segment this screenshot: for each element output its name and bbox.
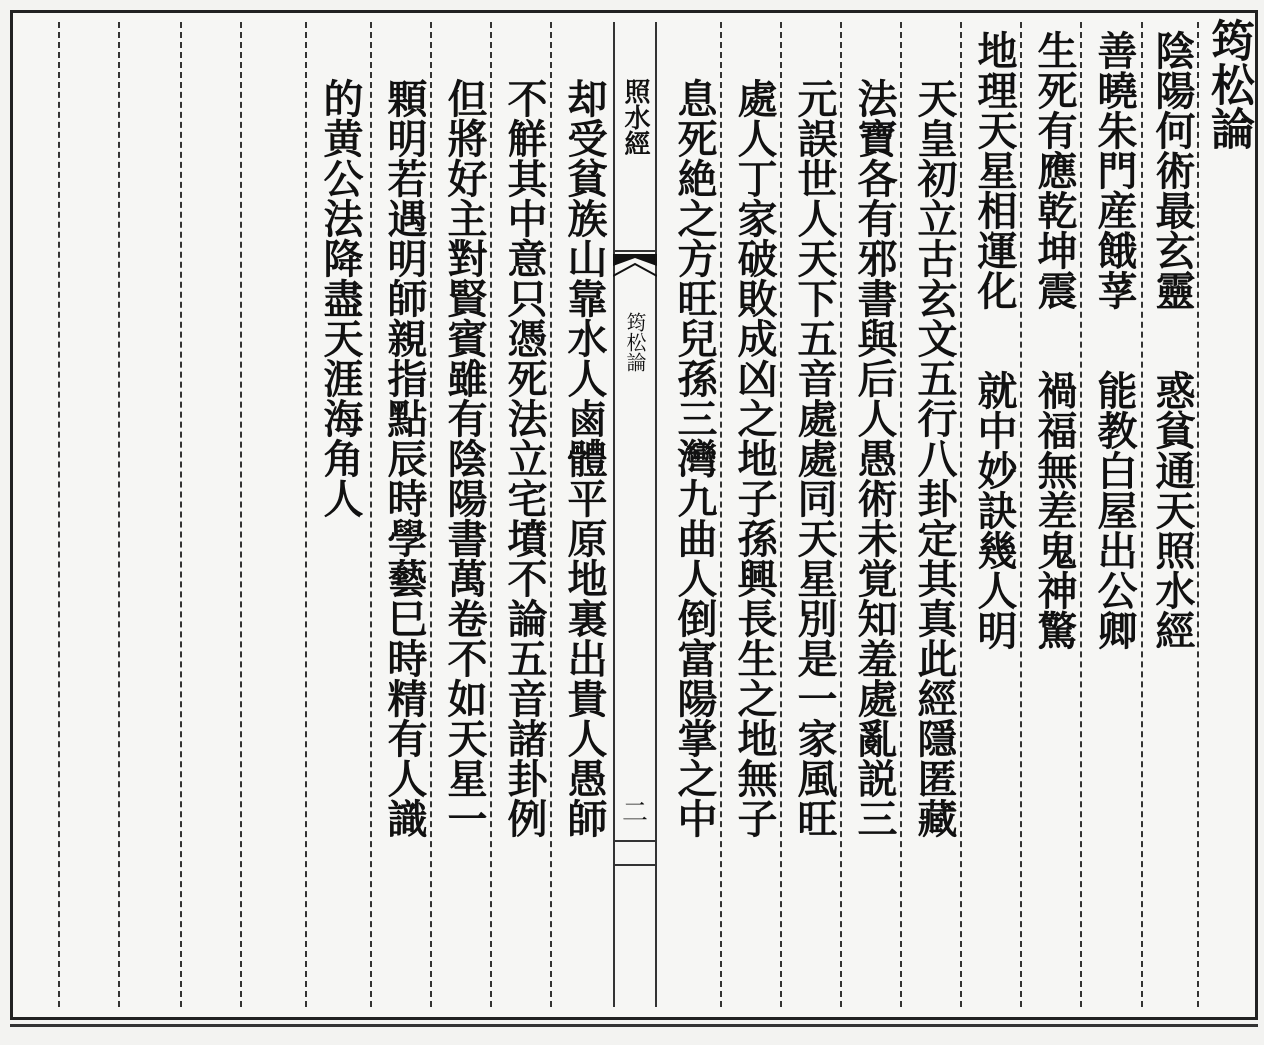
text-column-2 [1090,30,1138,650]
column-rule [900,22,902,1007]
verse-line: 善曉朱門産餓莩 [1091,30,1138,310]
column-rule [550,22,552,1007]
column-rule [780,22,782,1007]
band-divider [615,840,655,842]
band-divider [615,864,655,866]
verse-line: 陰陽何術最玄靈 [1149,30,1196,310]
verse-line: 生死有應乾坤震 [1031,30,1078,310]
verse-line: 禍福無差鬼神驚 [1031,370,1078,650]
text-column-9: 息死絶之方旺兒孫三灣九曲人倒富陽掌之中 [671,78,718,838]
center-fold-band [613,22,657,1007]
text-column-1 [1148,30,1196,650]
column-rule [58,22,60,1007]
column-rule [960,22,962,1007]
text-column-4 [970,30,1018,650]
text-column-14: 的黄公法降盡天涯海角人 [317,78,364,518]
column-rule [1080,22,1082,1007]
text-column-12: 但將好主對賢賓雖有陰陽書萬卷不如天星一 [441,78,488,838]
text-column-5: 天皇初立古玄文五行八卦定其真此經隱匿藏 [911,78,958,838]
band-divider [615,250,655,252]
column-rule [1020,22,1022,1007]
fishtail-mark-icon [613,254,657,284]
column-rule [240,22,242,1007]
text-column-13: 顆明若遇明師親指點辰時學藝巳時精有人識 [381,78,428,838]
bottom-rule [10,1024,1258,1027]
running-title: 照水經 [620,78,650,156]
column-rule [305,22,307,1007]
column-rule [720,22,722,1007]
text-column-6: 法寶各有邪書與后人愚術未覚知羞處亂説三 [851,78,898,838]
column-rule [1141,22,1143,1007]
column-rule [840,22,842,1007]
column-rule [180,22,182,1007]
verse-line: 就中妙訣幾人明 [971,370,1018,650]
text-column-11: 不觧其中意只憑死法立宅墳不論五音諸卦例 [501,78,548,838]
text-column-10: 却受貧族山靠水人鹵體平原地裏出貴人愚師 [561,78,608,838]
verse-line: 能教白屋出公卿 [1091,370,1138,650]
verse-line: 地理天星相運化 [971,30,1018,310]
document-title: 筠松論 [1203,18,1254,150]
text-column-8: 處人丁家破敗成凶之地子孫興長生之地無子 [731,78,778,838]
text-column-7: 元誤世人天下五音處處同天星別是一家風旺 [791,78,838,838]
column-rule [118,22,120,1007]
text-column-3 [1030,30,1078,650]
column-rule [490,22,492,1007]
running-subtitle: 筠松論 [623,312,647,372]
column-rule [430,22,432,1007]
verse-line: 惑貧通天照水經 [1149,370,1196,650]
page-number: 二 [621,798,648,828]
column-rule [370,22,372,1007]
column-rule [1197,22,1199,1007]
